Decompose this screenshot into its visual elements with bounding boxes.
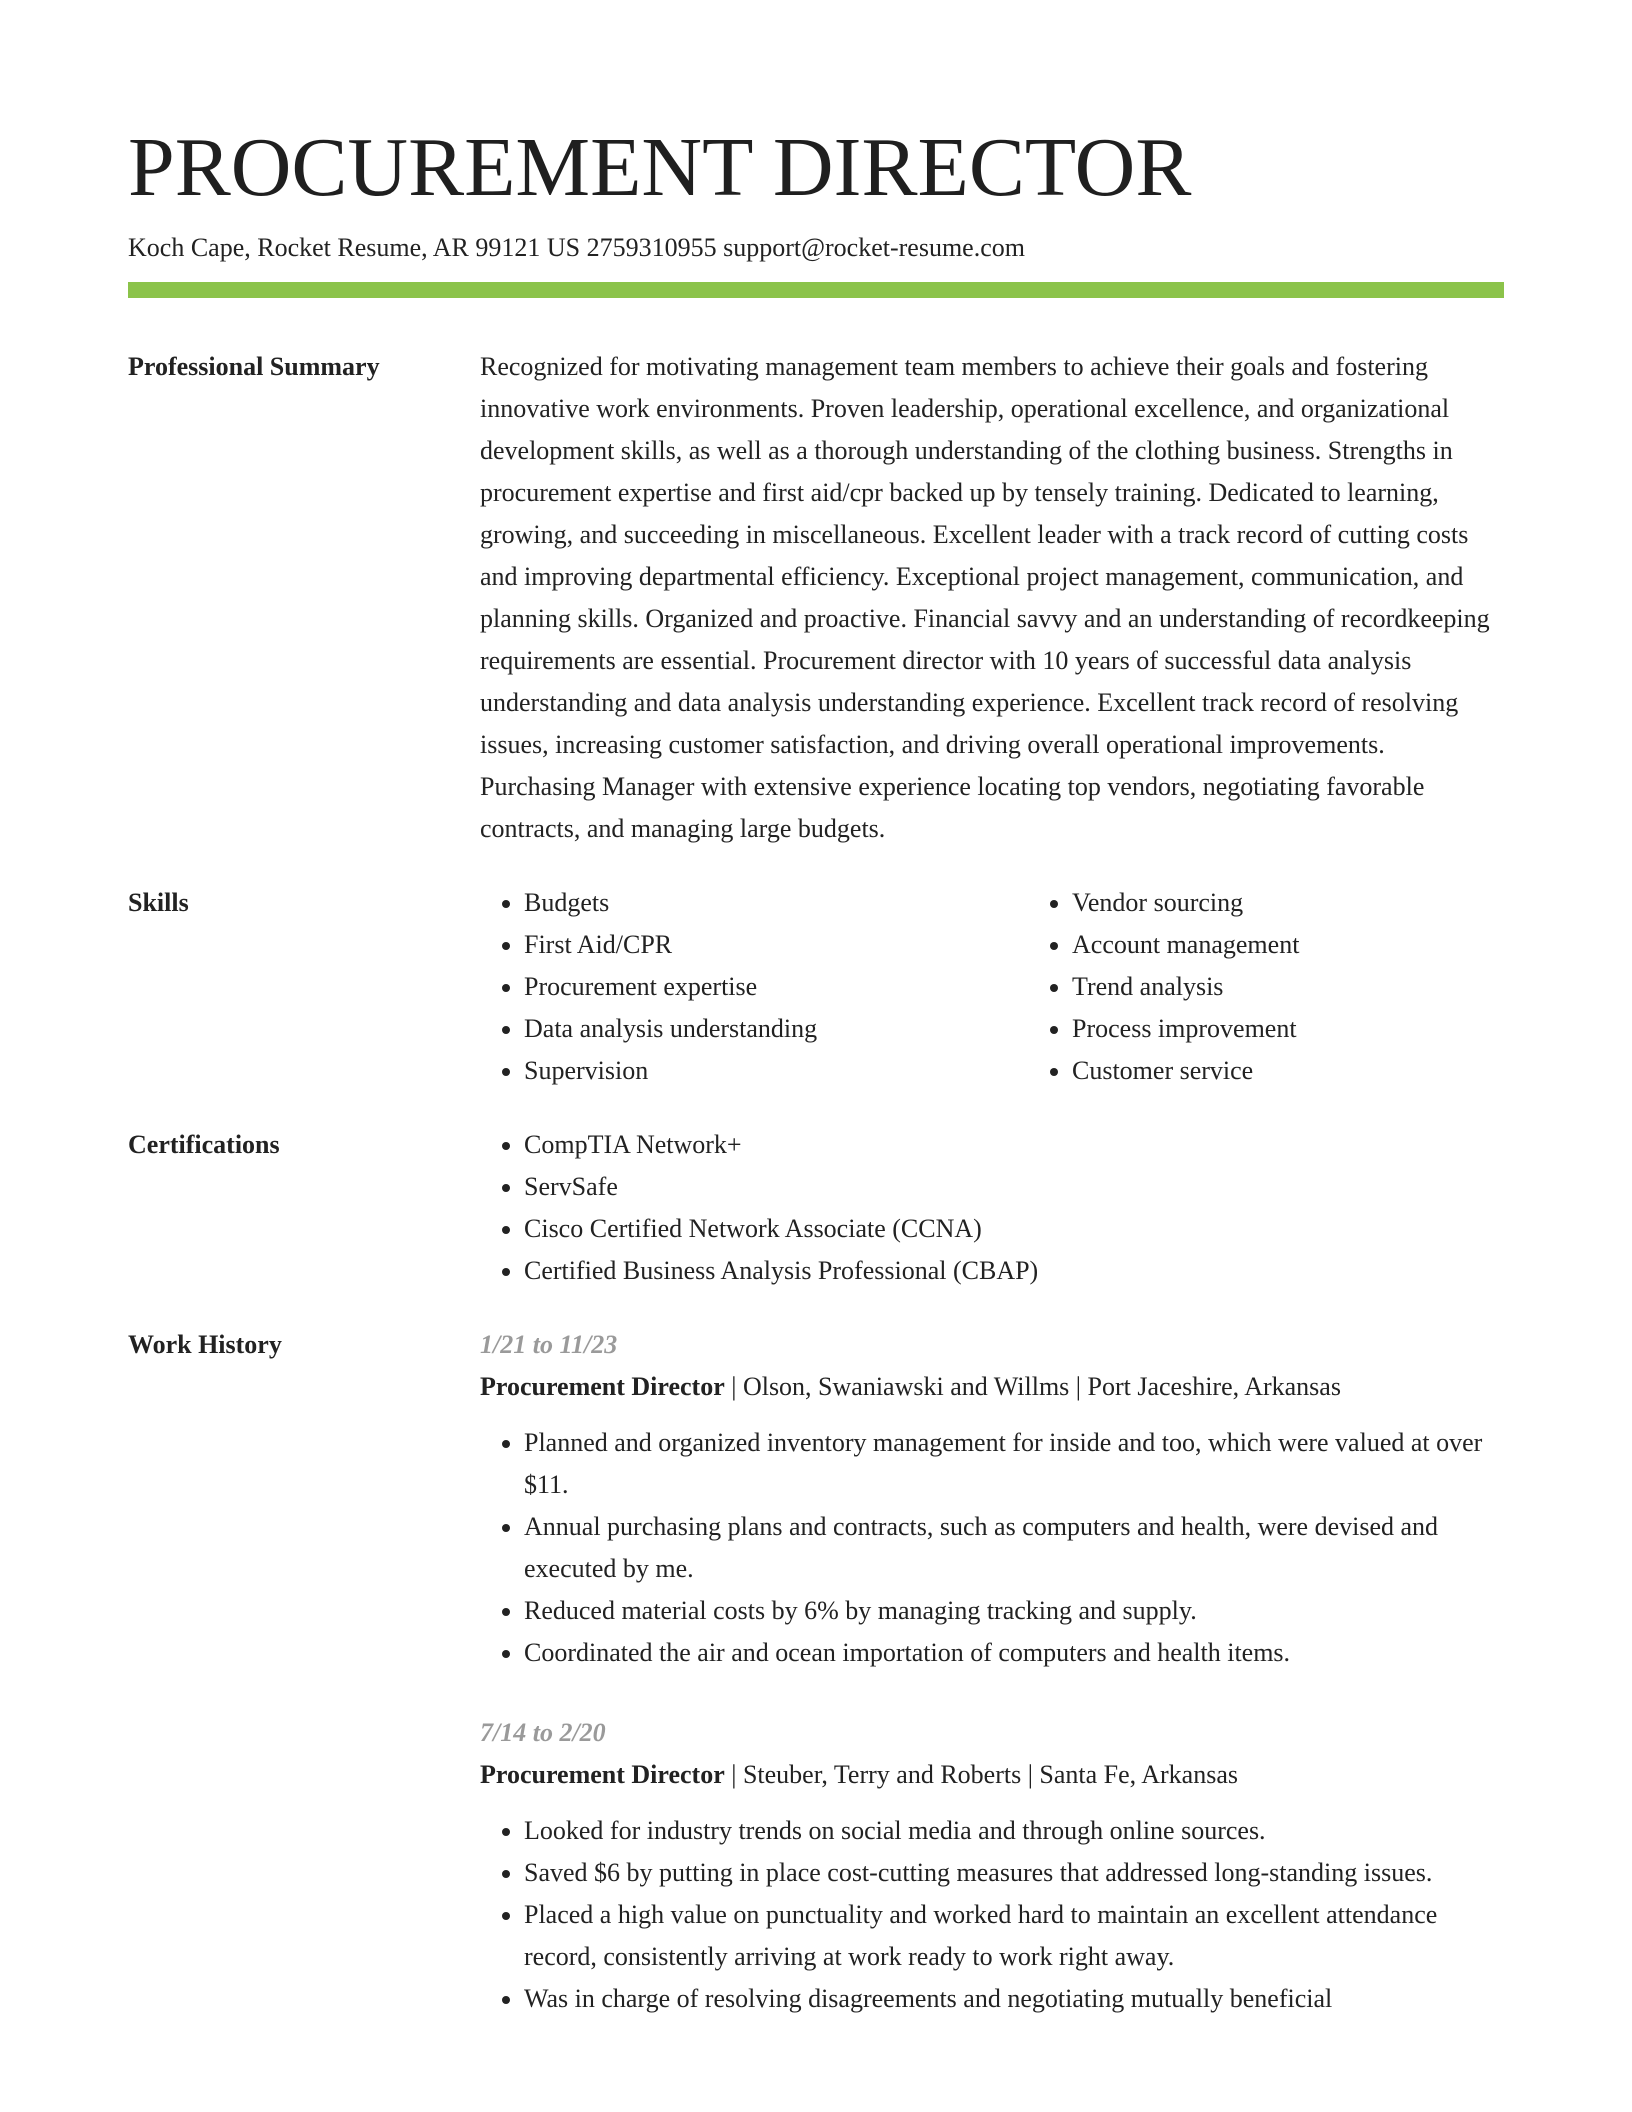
- job-title: Procurement Director: [480, 1760, 725, 1789]
- job-bullet: • Annual purchasing plans and contracts, such as computers and health, were devised and executed by me.: [524, 1506, 1504, 1590]
- skill-item: • First Aid/CPR: [524, 924, 1028, 966]
- skill-item: • Data analysis understanding: [524, 1008, 1028, 1050]
- job-dates: 7/14 to 2/20: [480, 1718, 606, 1747]
- summary-label: Professional Summary: [128, 352, 380, 381]
- job-details: | Steuber, Terry and Roberts | Santa Fe, Arkansas: [724, 1760, 1238, 1789]
- job-heading: [480, 1754, 1504, 1796]
- contact-line: [128, 228, 1504, 268]
- resume-page: [128, 118, 1504, 2020]
- certifications-label: Certifications: [128, 1130, 280, 1159]
- skill-item: • Budgets: [524, 882, 1028, 924]
- certification-item: • Certified Business Analysis Professional (CBAP): [524, 1250, 1504, 1292]
- job-entry: [480, 1712, 1504, 2020]
- work-history-label: Work History: [128, 1330, 282, 1359]
- resume-title: PROCUREMENT DIRECTOR: [128, 121, 1192, 214]
- job-title: Procurement Director: [480, 1372, 725, 1401]
- skill-item: • Account management: [1072, 924, 1576, 966]
- job-bullet: • Reduced material costs by 6% by managing tracking and supply.: [524, 1590, 1504, 1632]
- job-entry: [480, 1324, 1504, 1674]
- certifications-list: [480, 1124, 1504, 1292]
- work-history-section: [128, 1324, 1504, 2020]
- summary-section: [128, 346, 1504, 850]
- skill-item: • Procurement expertise: [524, 966, 1028, 1008]
- certification-item: • CompTIA Network+: [524, 1124, 1504, 1166]
- certification-item: • Cisco Certified Network Associate (CCNA): [524, 1208, 1504, 1250]
- contact-email: support@rocket-resume.com: [723, 233, 1025, 262]
- summary-body: [480, 346, 1504, 850]
- skills-label: Skills: [128, 888, 189, 917]
- skills-list-right: [1028, 882, 1576, 1092]
- job-bullet: • Looked for industry trends on social media and through online sources.: [524, 1810, 1504, 1852]
- contact-phone: 2759310955: [586, 233, 717, 262]
- contact-address: Koch Cape, Rocket Resume, AR 99121 US: [128, 233, 581, 262]
- job-bullet: • Placed a high value on punctuality and worked hard to maintain an excellent attendance record, consistently arriving at work ready to work right away.: [524, 1894, 1504, 1978]
- job-bullet: • Planned and organized inventory management for inside and too, which were valued at over $11.: [524, 1422, 1504, 1506]
- skill-item: • Process improvement: [1072, 1008, 1576, 1050]
- certification-item: • ServSafe: [524, 1166, 1504, 1208]
- skill-item: • Vendor sourcing: [1072, 882, 1576, 924]
- job-bullets: [480, 1422, 1504, 1674]
- job-details: | Olson, Swaniawski and Willms | Port Jaceshire, Arkansas: [724, 1372, 1341, 1401]
- job-bullet: • Was in charge of resolving disagreements and negotiating mutually beneficial: [524, 1978, 1504, 2020]
- certifications-body: [480, 1124, 1504, 1292]
- work-history-body: [480, 1324, 1504, 2020]
- summary-text: Recognized for motivating management team members to achieve their goals and fostering innovative work environments. Proven leadership, operational excellence, and organizational development skills, as well as a thorough understanding of the clothing business. Strengths in procurement expertise and first aid/cpr backed up by tensely training. Dedicated to learning, growing, and succeeding in miscellaneous. Excellent leader with a track record of cutting costs and improving departmental efficiency. Exceptional project management, communication, and planning skills. Organized and proactive. Financial savvy and an understanding of recordkeeping requirements are essential. Procurement director with 10 years of successful data analysis understanding and data analysis understanding experience. Excellent track record of resolving issues, increasing customer satisfaction, and driving overall operational improvements. Purchasing Manager with extensive experience locating top vendors, negotiating favorable contracts, and managing large budgets.: [480, 352, 1490, 843]
- certifications-section: [128, 1124, 1504, 1292]
- job-bullets: [480, 1810, 1504, 2020]
- job-heading: [480, 1366, 1504, 1408]
- job-bullet: • Saved $6 by putting in place cost-cutting measures that addressed long-standing issues.: [524, 1852, 1504, 1894]
- skills-list-left: [480, 882, 1028, 1092]
- skill-item: • Customer service: [1072, 1050, 1576, 1092]
- skills-section: [128, 882, 1504, 1092]
- job-dates: 1/21 to 11/23: [480, 1330, 618, 1359]
- skill-item: • Trend analysis: [1072, 966, 1576, 1008]
- skills-body: [480, 882, 1576, 1092]
- job-bullet: • Coordinated the air and ocean importation of computers and health items.: [524, 1632, 1504, 1674]
- skill-item: • Supervision: [524, 1050, 1028, 1092]
- header-divider: [128, 282, 1504, 298]
